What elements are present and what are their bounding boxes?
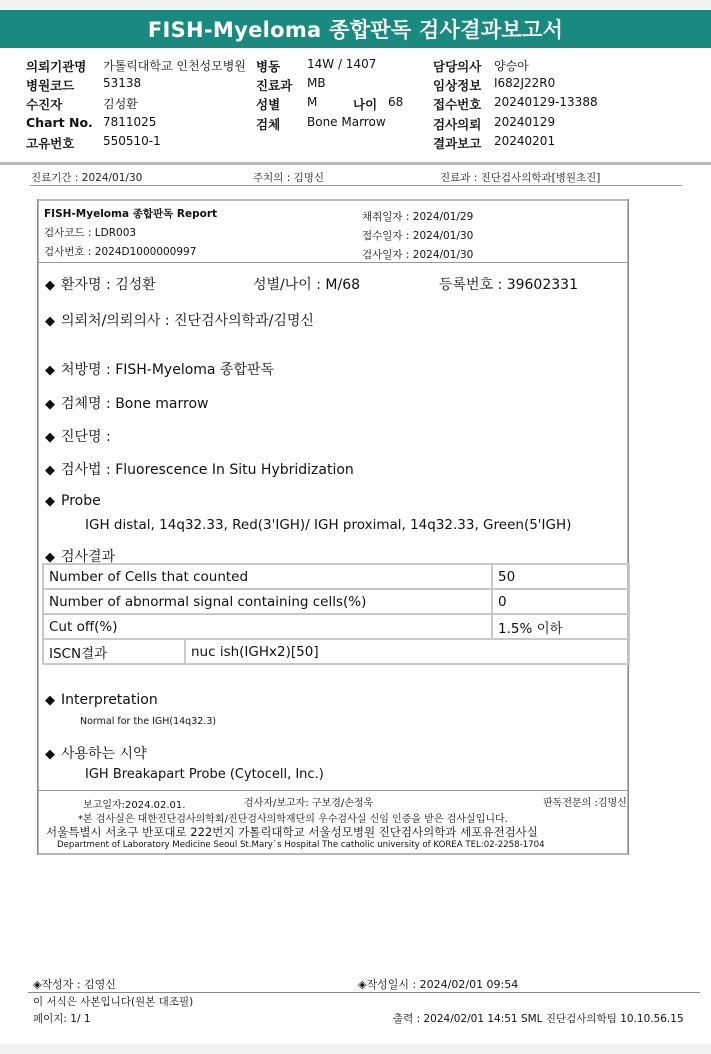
value-ward: 14W / 1407	[307, 57, 377, 71]
value-request-date: 20240129	[494, 115, 556, 129]
diamond-bullet-icon: ◆	[45, 550, 55, 565]
diagnosis: 진단명 :	[61, 429, 111, 445]
reagent-text: IGH Breakapart Probe (Cytocell, Inc.)	[85, 767, 324, 782]
label-specimen: 검체	[256, 117, 281, 132]
diamond-bullet-icon: ◆	[45, 278, 55, 293]
primary-doctor: 주치의 : 김명신	[253, 172, 325, 184]
probe-item	[45, 493, 101, 509]
value-receipt-no: 20240129-13388	[494, 95, 598, 109]
title-bar	[0, 10, 711, 48]
value-specimen: Bone Marrow	[307, 115, 386, 129]
value-report-date: 20240201	[494, 134, 556, 148]
referrer: 의뢰처/의뢰의사 : 진단검사의학과/김명신	[61, 313, 314, 329]
result-name: Number of Cells that counted	[43, 564, 492, 589]
label-attending: 담당의사	[433, 59, 482, 74]
label-receipt-no: 접수번호	[433, 97, 482, 112]
label-institution: 의뢰기관명	[26, 59, 87, 74]
label-dept: 진료과	[256, 78, 293, 93]
reagent-item	[45, 743, 147, 763]
table-row	[43, 614, 629, 639]
department: 진료과 : 진단검사의학과[병원초진]	[440, 172, 601, 184]
specimen-item	[45, 393, 209, 413]
diamond-bullet-icon: ◆	[45, 693, 55, 708]
diamond-bullet-icon: ◆	[45, 430, 55, 445]
registration-number: 등록번호 : 39602331	[439, 277, 578, 293]
label-request-date: 검사의뢰	[433, 117, 482, 132]
result-value: 50	[492, 564, 629, 589]
result-label: 검사결과	[61, 549, 116, 565]
table-row	[43, 564, 629, 589]
probe-text: IGH distal, 14q32.33, Red(3'IGH)/ IGH proximal, 14q32.33, Green(5'IGH)	[85, 517, 572, 533]
referrer-item	[45, 310, 314, 330]
method-item	[45, 459, 354, 479]
subheader-underline	[30, 185, 682, 186]
table-row	[43, 639, 629, 664]
diamond-bullet-icon: ◆	[45, 494, 55, 509]
report-title: FISH-Myeloma 종합판독 Report	[44, 208, 218, 220]
written-at: ◈작성일시 : 2024/02/01 09:54	[358, 978, 519, 991]
label-age: 나이	[353, 97, 378, 112]
label-clinical-info: 임상정보	[433, 78, 482, 93]
diamond-bullet-icon: ◆	[45, 314, 55, 329]
specialist: 판독전문의 :김명신	[543, 798, 627, 809]
tested-date: 검사일자 : 2024/01/30	[362, 249, 474, 261]
label-report-date: 결과보고	[433, 136, 482, 151]
report-date: 보고일자:2024.02.01.	[83, 800, 186, 811]
lab-address-en: Department of Laboratory Medicine Seoul St.Mary`s Hospital The catholic university of KOREA TEL:02-2258-1704	[57, 840, 545, 850]
label-ward: 병동	[256, 59, 281, 74]
received-date: 접수일자 : 2024/01/30	[362, 230, 474, 242]
report-footer-divider	[37, 790, 629, 791]
label-chart-no: Chart No.	[26, 115, 93, 130]
collected-date: 채취일자 : 2024/01/29	[362, 211, 474, 223]
interpretation-label: Interpretation	[61, 692, 158, 708]
bottom-strip	[0, 1044, 711, 1054]
value-clinical-info: I682J22R0	[494, 76, 556, 90]
probe-label: Probe	[61, 493, 101, 509]
iscn-label: ISCN결과	[43, 639, 185, 664]
top-strip	[0, 0, 711, 10]
accreditation-note: *본 검사실은 대한진단검사의학회/진단검사의학재단의 우수검사실 신임 인증을 받은 검사실입니다.	[78, 814, 508, 825]
value-chart-no: 7811025	[103, 115, 157, 129]
frame-left-inner	[37, 199, 38, 855]
results-table	[42, 563, 630, 665]
result-value: 1.5% 이하	[492, 614, 629, 639]
value-sex: M	[307, 95, 318, 109]
diamond-bullet-icon: ◆	[45, 747, 55, 762]
copy-note: 이 서식은 사본입니다(원본 대조필)	[33, 996, 194, 1008]
tester: 검사자/보고자: 구보경/손정욱	[244, 798, 374, 809]
header-divider	[0, 162, 711, 165]
method: 검사법 : Fluorescence In Situ Hybridization	[61, 462, 354, 478]
result-value: 0	[492, 589, 629, 614]
diamond-bullet-icon: ◆	[45, 397, 55, 412]
interpretation-item	[45, 692, 158, 708]
label-hospital-code: 병원코드	[26, 78, 75, 93]
value-patient: 김성환	[103, 97, 138, 111]
value-hospital-code: 53138	[103, 76, 142, 90]
report-header-divider	[37, 262, 629, 263]
writer: ◈작성자 : 김영신	[33, 978, 116, 991]
interpretation-text: Normal for the IGH(14q32.3)	[80, 716, 217, 727]
specimen: 검체명 : Bone marrow	[61, 396, 209, 412]
value-institution: 가톨릭대학교 인천성모병원	[103, 59, 246, 73]
result-name: Number of abnormal signal containing cells(%)	[43, 589, 492, 614]
value-age: 68	[388, 95, 404, 109]
reagent-label: 사용하는 시약	[61, 746, 147, 762]
label-patient: 수진자	[26, 97, 63, 112]
table-row	[43, 589, 629, 614]
footer-divider	[28, 992, 700, 993]
page-number: 페이지: 1/ 1	[33, 1013, 91, 1025]
print-info: 출력 : 2024/02/01 14:51 SML 진단검사의학팀 10.10.56.15	[393, 1013, 684, 1025]
lab-address: 서울특별시 서초구 반포대로 222번지 가톨릭대학교 서울성모병원 진단검사의학과 세포유전검사실	[46, 825, 538, 839]
label-unique-no: 고유번호	[26, 136, 75, 151]
test-number: 검사번호 : 2024D1000000997	[44, 246, 197, 258]
diagnosis-item	[45, 426, 111, 446]
prescription: 처방명 : FISH-Myeloma 종합판독	[61, 362, 275, 378]
value-attending: 양승아	[494, 59, 529, 73]
sex-age: 성별/나이 : M/68	[253, 277, 361, 293]
iscn-value: nuc ish(IGHx2)[50]	[185, 639, 629, 664]
test-code: 검사코드 : LDR003	[44, 227, 137, 239]
value-dept: MB	[307, 76, 326, 90]
value-unique-no: 550510-1	[103, 134, 161, 148]
treatment-period: 진료기간 : 2024/01/30	[31, 172, 143, 184]
label-sex: 성별	[256, 97, 281, 112]
result-name: Cut off(%)	[43, 614, 492, 639]
diamond-bullet-icon: ◆	[45, 363, 55, 378]
page-title: FISH-Myeloma 종합판독 검사결과보고서	[147, 18, 564, 42]
frame-right-inner	[628, 199, 629, 855]
diamond-bullet-icon: ◆	[45, 463, 55, 478]
prescription-item	[45, 359, 274, 379]
patient-name: 환자명 : 김성환	[61, 277, 156, 293]
patient-name-item	[45, 274, 156, 294]
